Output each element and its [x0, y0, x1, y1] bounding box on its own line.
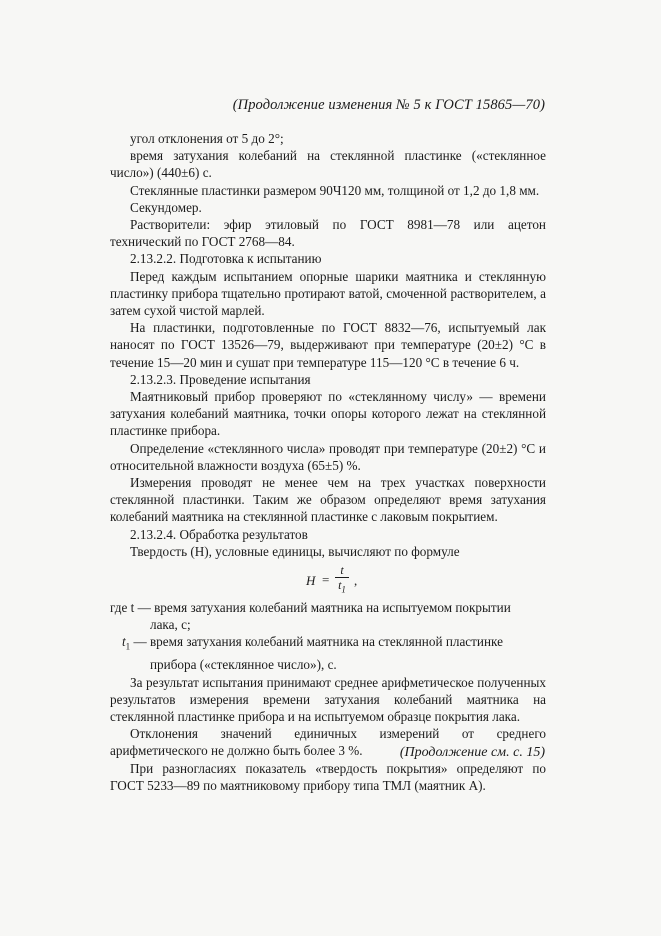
page-header-continuation: (Продолжение изменения № 5 к ГОСТ 15865—70)	[232, 97, 545, 113]
hardness-formula	[110, 563, 546, 597]
paragraph-result-average: За результат испытания принимают среднее арифметическое полученных результатов измерения времени затухания колебаний маятника на стеклянной пластинке прибора и на испытуемом образце покрытия лака.	[110, 674, 546, 724]
paragraph-hardness-formula-intro: Твердость (Н), условные единицы, вычисляют по формуле	[130, 543, 460, 559]
where-t-prefix: где t	[110, 600, 135, 616]
paragraph-measurements: Измерения проводят не менее чем на трех участках поверхности стеклянной пластинки. Таким же образом определяют время затухания колебаний маятника на стеклянной пластинке с лаковым покрытием.	[110, 475, 546, 525]
where-t1-symbol: $t_1$	[122, 634, 131, 653]
paragraph-cleaning: Перед каждым испытанием опорные шарики маятника и стеклянную пластинку прибора тщательно протирают ватой, смоченной растворителем, а затем сухой чистой марлей.	[110, 268, 546, 319]
formula-equals: =	[322, 572, 330, 588]
formula-where-t	[110, 599, 546, 633]
paragraph-pendulum-check: Маятниковый прибор проверяют по «стеклянному числу» — времени затухания колебаний маятника, точки опоры которого лежат на стеклянной пластинке прибора.	[110, 389, 546, 439]
paragraph-angle: угол отклонения от 5 до 2°;	[130, 131, 284, 146]
formula-numerator: t	[340, 563, 344, 578]
formula-denominator: $t_1$	[338, 578, 346, 595]
paragraph-stopwatch: Секундомер.	[130, 199, 202, 215]
formula-fraction	[335, 564, 349, 596]
formula-lhs: H	[306, 573, 316, 589]
where-t-continuation: лака, с;	[150, 617, 191, 633]
paragraph-glass-plates: Стеклянные пластинки размером 90Ч120 мм, толщиной от 1,2 до 1,8 мм.	[130, 182, 540, 198]
where-t1-text: — время затухания колебаний маятника на стеклянной пластинке	[133, 634, 503, 650]
paragraph-solvents: Растворители: эфир этиловый по ГОСТ 8981—78 или ацетон технический по ГОСТ 2768—84.	[110, 217, 546, 250]
section-heading-testing: 2.13.2.3. Проведение испытания	[130, 371, 311, 387]
where-t1-continuation: прибора («стеклянное число»), с.	[150, 657, 337, 673]
paragraph-glass-number-conditions: Определение «стеклянного числа» проводят при температуре (20±2) °С и относительной влажности воздуха (65±5) %.	[110, 440, 546, 473]
formula-where-t1	[110, 633, 546, 673]
section-heading-preparation: 2.13.2.2. Подготовка к испытанию	[130, 251, 322, 267]
paragraph-disagreement: При разногласиях показатель «твердость покрытия» определяют по ГОСТ 5233—89 по маятниковому прибору типа ТМЛ (маятник А).	[110, 760, 546, 793]
where-t-text: — время затухания колебаний маятника на испытуемом покрытии	[137, 600, 511, 616]
paragraph-applying-lacquer: На пластинки, подготовленные по ГОСТ 8832—76, испытуемый лак наносят по ГОСТ 13526—79, выдерживают при температуре (20±2) °С в течение 15—20 мин и сушат при температуре 115—120 °С в течение 6 ч.	[110, 320, 546, 370]
paragraph-deviation: Отклонения значений единичных измерений от среднего арифметического не должно быть более 3 %.	[110, 726, 546, 759]
document-body	[110, 130, 546, 794]
page-footer-continuation: (Продолжение см. с. 15)	[399, 745, 545, 760]
formula-trailing-comma: ,	[354, 573, 358, 589]
section-heading-results: 2.13.2.4. Обработка результатов	[130, 526, 308, 542]
paragraph-glass-number: время затухания колебаний на стеклянной пластинке («стеклянное число») (440±6) с.	[110, 148, 546, 181]
